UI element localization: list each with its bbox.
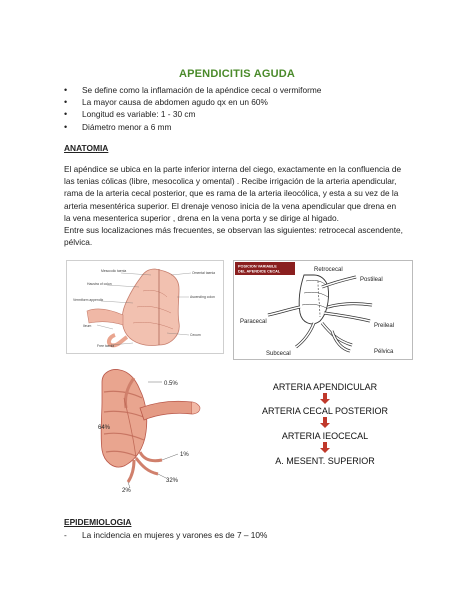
percent-label: 0.5% [164,381,178,387]
down-arrow-icon [320,393,330,404]
label-paracecal: Paracecal [240,319,267,325]
percent-label: 64% [98,425,111,431]
label-retrocecal: Retrocecal [314,267,343,273]
label-ileum: Ileum [83,324,92,328]
paragraph-line: las tenias cólicas (libre, mesocolica y omental) . Recibe irrigación de la arteria apendicular, [64,176,397,187]
appendix-positions-figure [233,260,413,360]
figure-header-line2: DEL APENDICE CECAL [238,269,281,274]
label-postileal: Postileal [360,277,383,283]
down-arrow-icon [320,417,330,428]
appendix-frequency-figure [96,362,226,492]
label-pelvica: Pélvica [374,349,394,355]
paragraph-line: El apéndice se ubica en la parte inferior interna del ciego, exactamente en la confluencia de [64,164,402,174]
percent-label: 32% [166,478,179,484]
percent-label: 2% [122,488,131,492]
cecum-anatomy-figure [66,260,224,354]
label-cecum: Cecum [190,333,201,337]
label-vermiform-appendix: Vermiform appendix [73,298,104,302]
paragraph-line: Entre sus localizaciones más frecuentes, se observan las siguientes: retrocecal ascendente, [64,225,403,236]
dash-marker: - [64,530,67,540]
paragraph-line: arteria mesentérica superior. El drenaje venoso inicia de la vena apendicular que drena en [64,200,397,211]
label-omental-taenia: Omental taenia [192,271,215,275]
flow-step: ARTERIA CECAL POSTERIOR [261,406,389,416]
list-item: • Longitud es variable: 1 - 30 cm [64,108,321,120]
paragraph-line: pélvica. [64,237,93,248]
definition-list [64,84,321,133]
section-heading-epidemiologia: EPIDEMIOLOGIA [64,517,132,527]
list-item: • Se define como la inflamación de la apéndice cecal o vermiforme [64,84,321,96]
anatomy-paragraph [64,163,420,248]
paragraph-line: la vena mesenterica superior , drena en la vena porta y se dirige al higado. [64,212,339,223]
label-preileal: Preileal [374,323,395,329]
section-heading-anatomia: ANATOMIA [64,143,109,153]
flow-step: ARTERIA APENDICULAR [272,382,378,392]
label-ascending-colon: Ascending colon [190,295,215,299]
label-free-taenia: Free taenia [97,344,115,348]
list-item: • La mayor causa de abdomen agudo qx en un 60% [64,96,321,108]
figure-header-line1: POSICION VARIABLE [238,264,277,269]
paragraph-line: rama de la arteria cecal posterior, que es rama de la arteria ileocólica, y esta a su vez de la [64,188,399,199]
label-mesocolic-taenia: Mesocolic taenia [101,269,127,273]
list-item [64,530,267,540]
label-haustra: Haustra of colon [87,282,112,286]
percent-label: 1% [180,452,189,458]
down-arrow-icon [320,442,330,453]
artery-flowchart [236,380,414,472]
flow-step: A. MESENT. SUPERIOR [275,456,375,466]
list-item-text: La incidencia en mujeres y varones es de 7 – 10% [82,530,268,540]
list-item: • Diámetro menor a 6 mm [64,121,321,133]
label-subcecal: Subcecal [266,351,291,357]
flow-step: ARTERIA IEOCECAL [281,431,369,441]
page-title: APENDICITIS AGUDA [178,68,296,80]
